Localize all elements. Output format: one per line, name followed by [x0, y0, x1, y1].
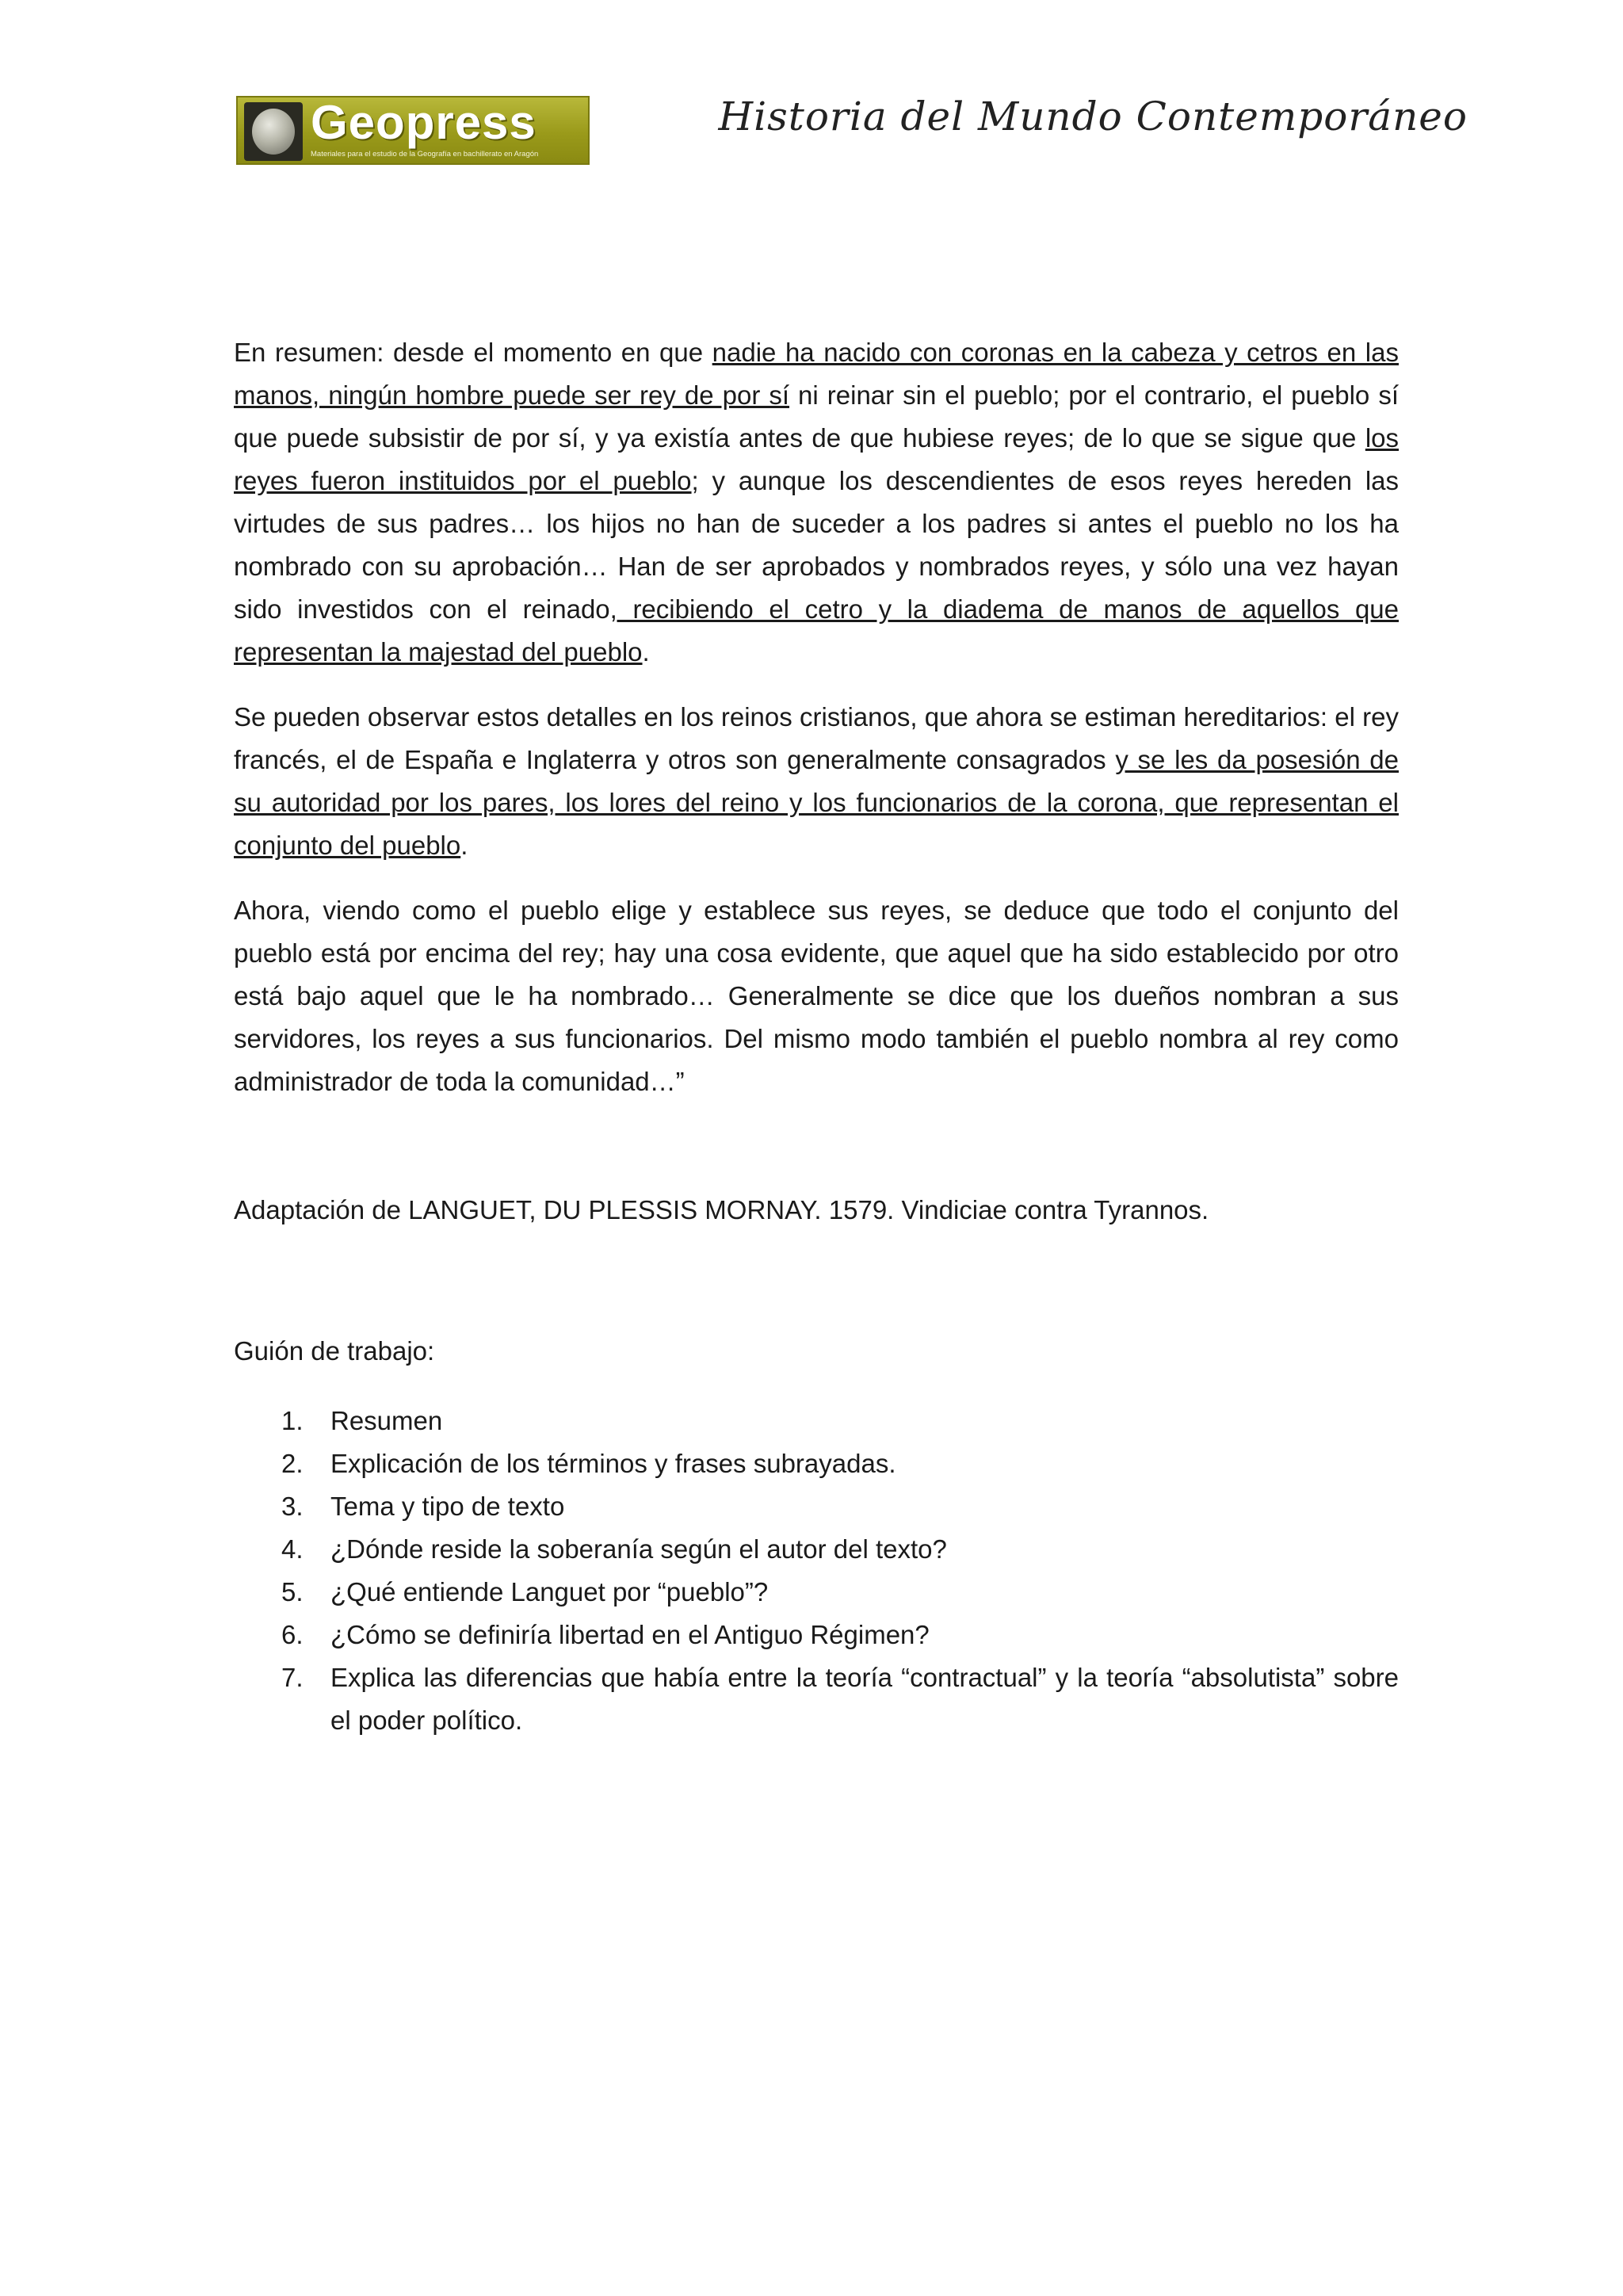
list-item-text: ¿Dónde reside la soberanía según el autor del texto? [330, 1534, 947, 1564]
text-segment: En resumen: desde el momento en que [234, 338, 712, 367]
list-item-text: Explica las diferencias que había entre la teoría “contractual” y la teoría “absolutista” sobre el poder político. [330, 1663, 1399, 1735]
list-item-number: 6. [281, 1620, 304, 1649]
list-item-text: ¿Qué entiende Languet por “pueblo”? [330, 1577, 769, 1606]
text-segment: ; y aunque los descendientes de esos reyes hereden las virtudes de sus padres… los hijos no han de suceder a los padres si antes el pueblo no los ha nombrado con su aprobación… Han de ser aprobados y nombrados reyes, y sólo una vez hayan sido investidos con el reinado [234, 466, 1399, 624]
text-segment: . [460, 831, 468, 860]
underlined-phrase: , recibiendo el cetro y la diadema de manos de aquellos que representan la majestad del pueblo [234, 594, 1399, 667]
text-segment: . [642, 637, 650, 667]
globe-icon [244, 102, 303, 161]
paragraph [234, 331, 1399, 674]
source-citation: Adaptación de LANGUET, DU PLESSIS MORNAY. 1579. Vindiciae contra Tyrannos. [234, 1195, 1209, 1224]
header-title: Historia del Mundo Contemporáneo [718, 94, 1468, 139]
guion-label: Guión de trabajo: [234, 1336, 435, 1366]
list-item-number: 4. [281, 1534, 304, 1564]
list-item-number: 3. [281, 1492, 304, 1521]
list-item [234, 1571, 1399, 1614]
list-item-number: 7. [281, 1663, 304, 1692]
guion-list [234, 1400, 1399, 1742]
paragraph [234, 696, 1399, 867]
text-segment: ni reinar sin el pueblo; por el contrario, el pueblo sí que puede subsistir de por sí, y ya existía antes de que hubiese reyes; de lo que se sigue que [234, 380, 1399, 453]
list-item [234, 1656, 1399, 1742]
list-item-text: Explicación de los términos y frases subrayadas. [330, 1449, 896, 1478]
logo-tagline: Materiales para el estudio de la Geografía en bachillerato en Aragón [311, 150, 539, 159]
list-item [234, 1614, 1399, 1656]
list-item-text: Resumen [330, 1406, 443, 1435]
text-segment: Ahora, viendo como el pueblo elige y establece sus reyes, se deduce que todo el conjunto del pueblo está por encima del rey; hay una cosa evidente, que aquel que ha sido establecido por otro está bajo aquel que le ha nombrado… Generalmente se dice que los dueños nombran a sus servidores, los reyes a sus funcionarios. Del mismo modo también el pueblo nombra al rey como administrador de toda la comunidad…” [234, 896, 1399, 1096]
quoted-text [234, 331, 1399, 1103]
text-segment: Se pueden observar estos detalles en los reinos cristianos, que ahora se estiman hereditarios: el rey francés, el de España e Inglaterra y otros son generalmente consagrados [234, 702, 1399, 774]
list-item-text: ¿Cómo se definiría libertad en el Antiguo Régimen? [330, 1620, 930, 1649]
underlined-phrase: nadie ha nacido con coronas en la cabeza y cetros en las manos, ningún hombre puede ser rey de por sí [234, 338, 1399, 410]
underlined-phrase: los reyes fueron instituidos por el pueblo [234, 423, 1399, 495]
geopress-logo [236, 96, 590, 165]
list-item-text: Tema y tipo de texto [330, 1492, 565, 1521]
list-item [234, 1528, 1399, 1571]
logo-wordmark: Geopress [311, 96, 537, 149]
list-item [234, 1400, 1399, 1442]
underlined-phrase: y se les da posesión de su autoridad por los pares, los lores del reino y los funcionarios de la corona, que representan el conjunto del pueblo [234, 745, 1399, 860]
paragraph [234, 889, 1399, 1103]
list-item-number: 1. [281, 1406, 304, 1435]
list-item [234, 1485, 1399, 1528]
list-item-number: 2. [281, 1449, 304, 1478]
document-body [234, 331, 1399, 1742]
list-item-number: 5. [281, 1577, 304, 1606]
list-item [234, 1442, 1399, 1485]
